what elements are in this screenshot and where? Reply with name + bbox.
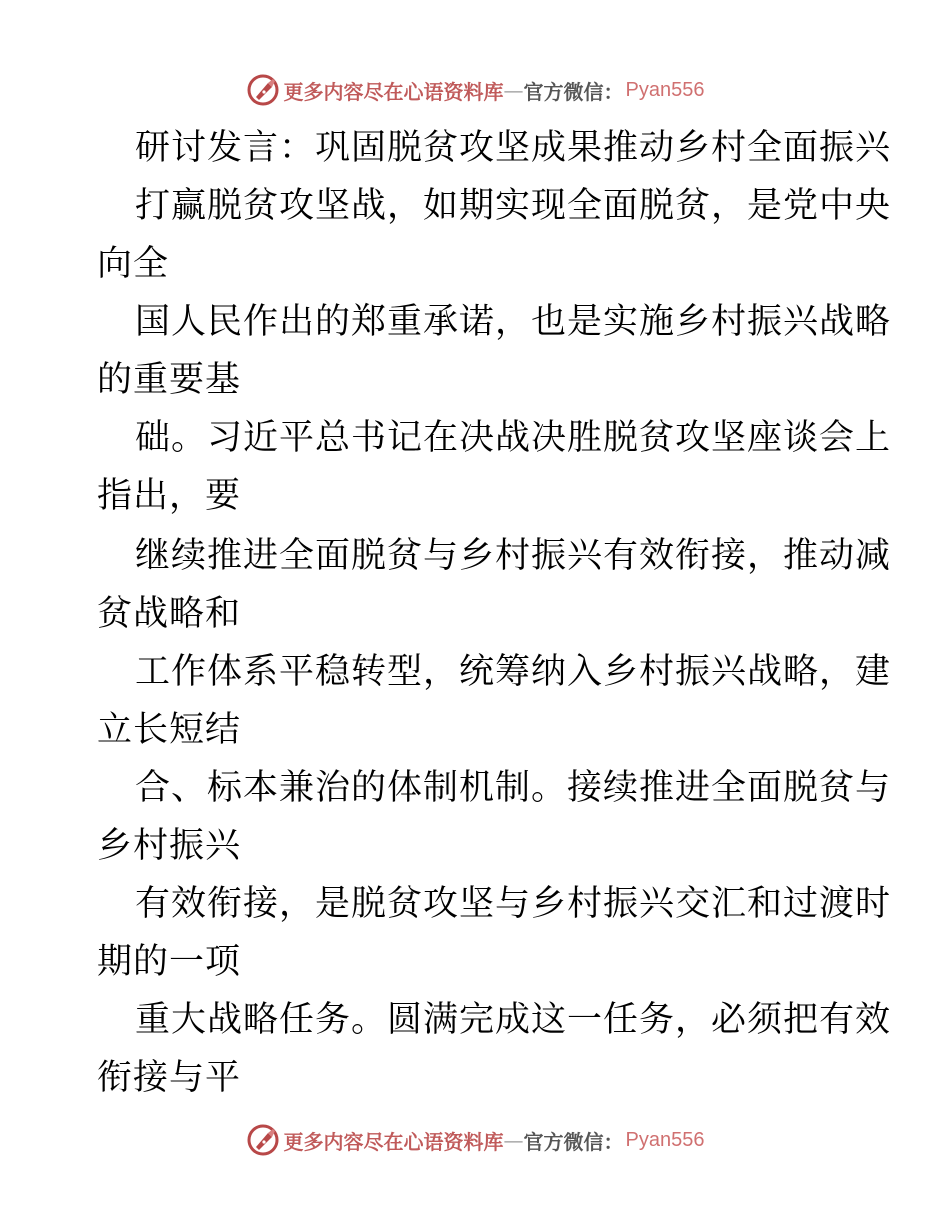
document-line: 有效衔接，是脱贫攻坚与乡村振兴交汇和过渡时 bbox=[135, 884, 892, 924]
document-line: 贫战略和 bbox=[97, 594, 242, 634]
document-line: 立长短结 bbox=[97, 710, 242, 750]
document-line: 乡村振兴 bbox=[97, 826, 242, 866]
watermark-dash: — bbox=[503, 1128, 524, 1152]
pen-nib-circle-icon bbox=[246, 1123, 280, 1157]
watermark-dash: — bbox=[503, 78, 524, 102]
watermark-wechat-id: Pyan556 bbox=[625, 78, 705, 101]
watermark-brand-text: 更多内容尽在心语资料库 bbox=[283, 1129, 504, 1154]
document-line: 合、标本兼治的体制机制。接续推进全面脱贫与 bbox=[135, 768, 892, 808]
document-line: 重大战略任务。圆满完成这一任务，必须把有效 bbox=[135, 1000, 892, 1040]
document-line: 打赢脱贫攻坚战，如期实现全面脱贫，是党中央 bbox=[135, 186, 892, 226]
document-line: 的重要基 bbox=[97, 360, 242, 400]
document-line: 期的一项 bbox=[97, 942, 242, 982]
watermark-wechat-label: 官方微信： bbox=[523, 79, 624, 104]
document-line: 继续推进全面脱贫与乡村振兴有效衔接，推动减 bbox=[135, 536, 892, 576]
document-line: 工作体系平稳转型，统筹纳入乡村振兴战略，建 bbox=[135, 652, 892, 692]
document-line: 向全 bbox=[97, 244, 170, 284]
document-line: 衔接与平 bbox=[97, 1058, 242, 1098]
watermark-wechat-label: 官方微信： bbox=[523, 1129, 624, 1154]
watermark-brand-text: 更多内容尽在心语资料库 bbox=[283, 79, 504, 104]
watermark-wechat-id: Pyan556 bbox=[625, 1128, 705, 1151]
document-line: 础。习近平总书记在决战决胜脱贫攻坚座谈会上 bbox=[135, 418, 892, 458]
document-line: 国人民作出的郑重承诺，也是实施乡村振兴战略 bbox=[135, 302, 892, 342]
document-line: 指出，要 bbox=[97, 476, 242, 516]
watermark-banner-bottom bbox=[0, 1120, 950, 1160]
document-line: 研讨发言：巩固脱贫攻坚成果推动乡村全面振兴 bbox=[135, 128, 892, 168]
